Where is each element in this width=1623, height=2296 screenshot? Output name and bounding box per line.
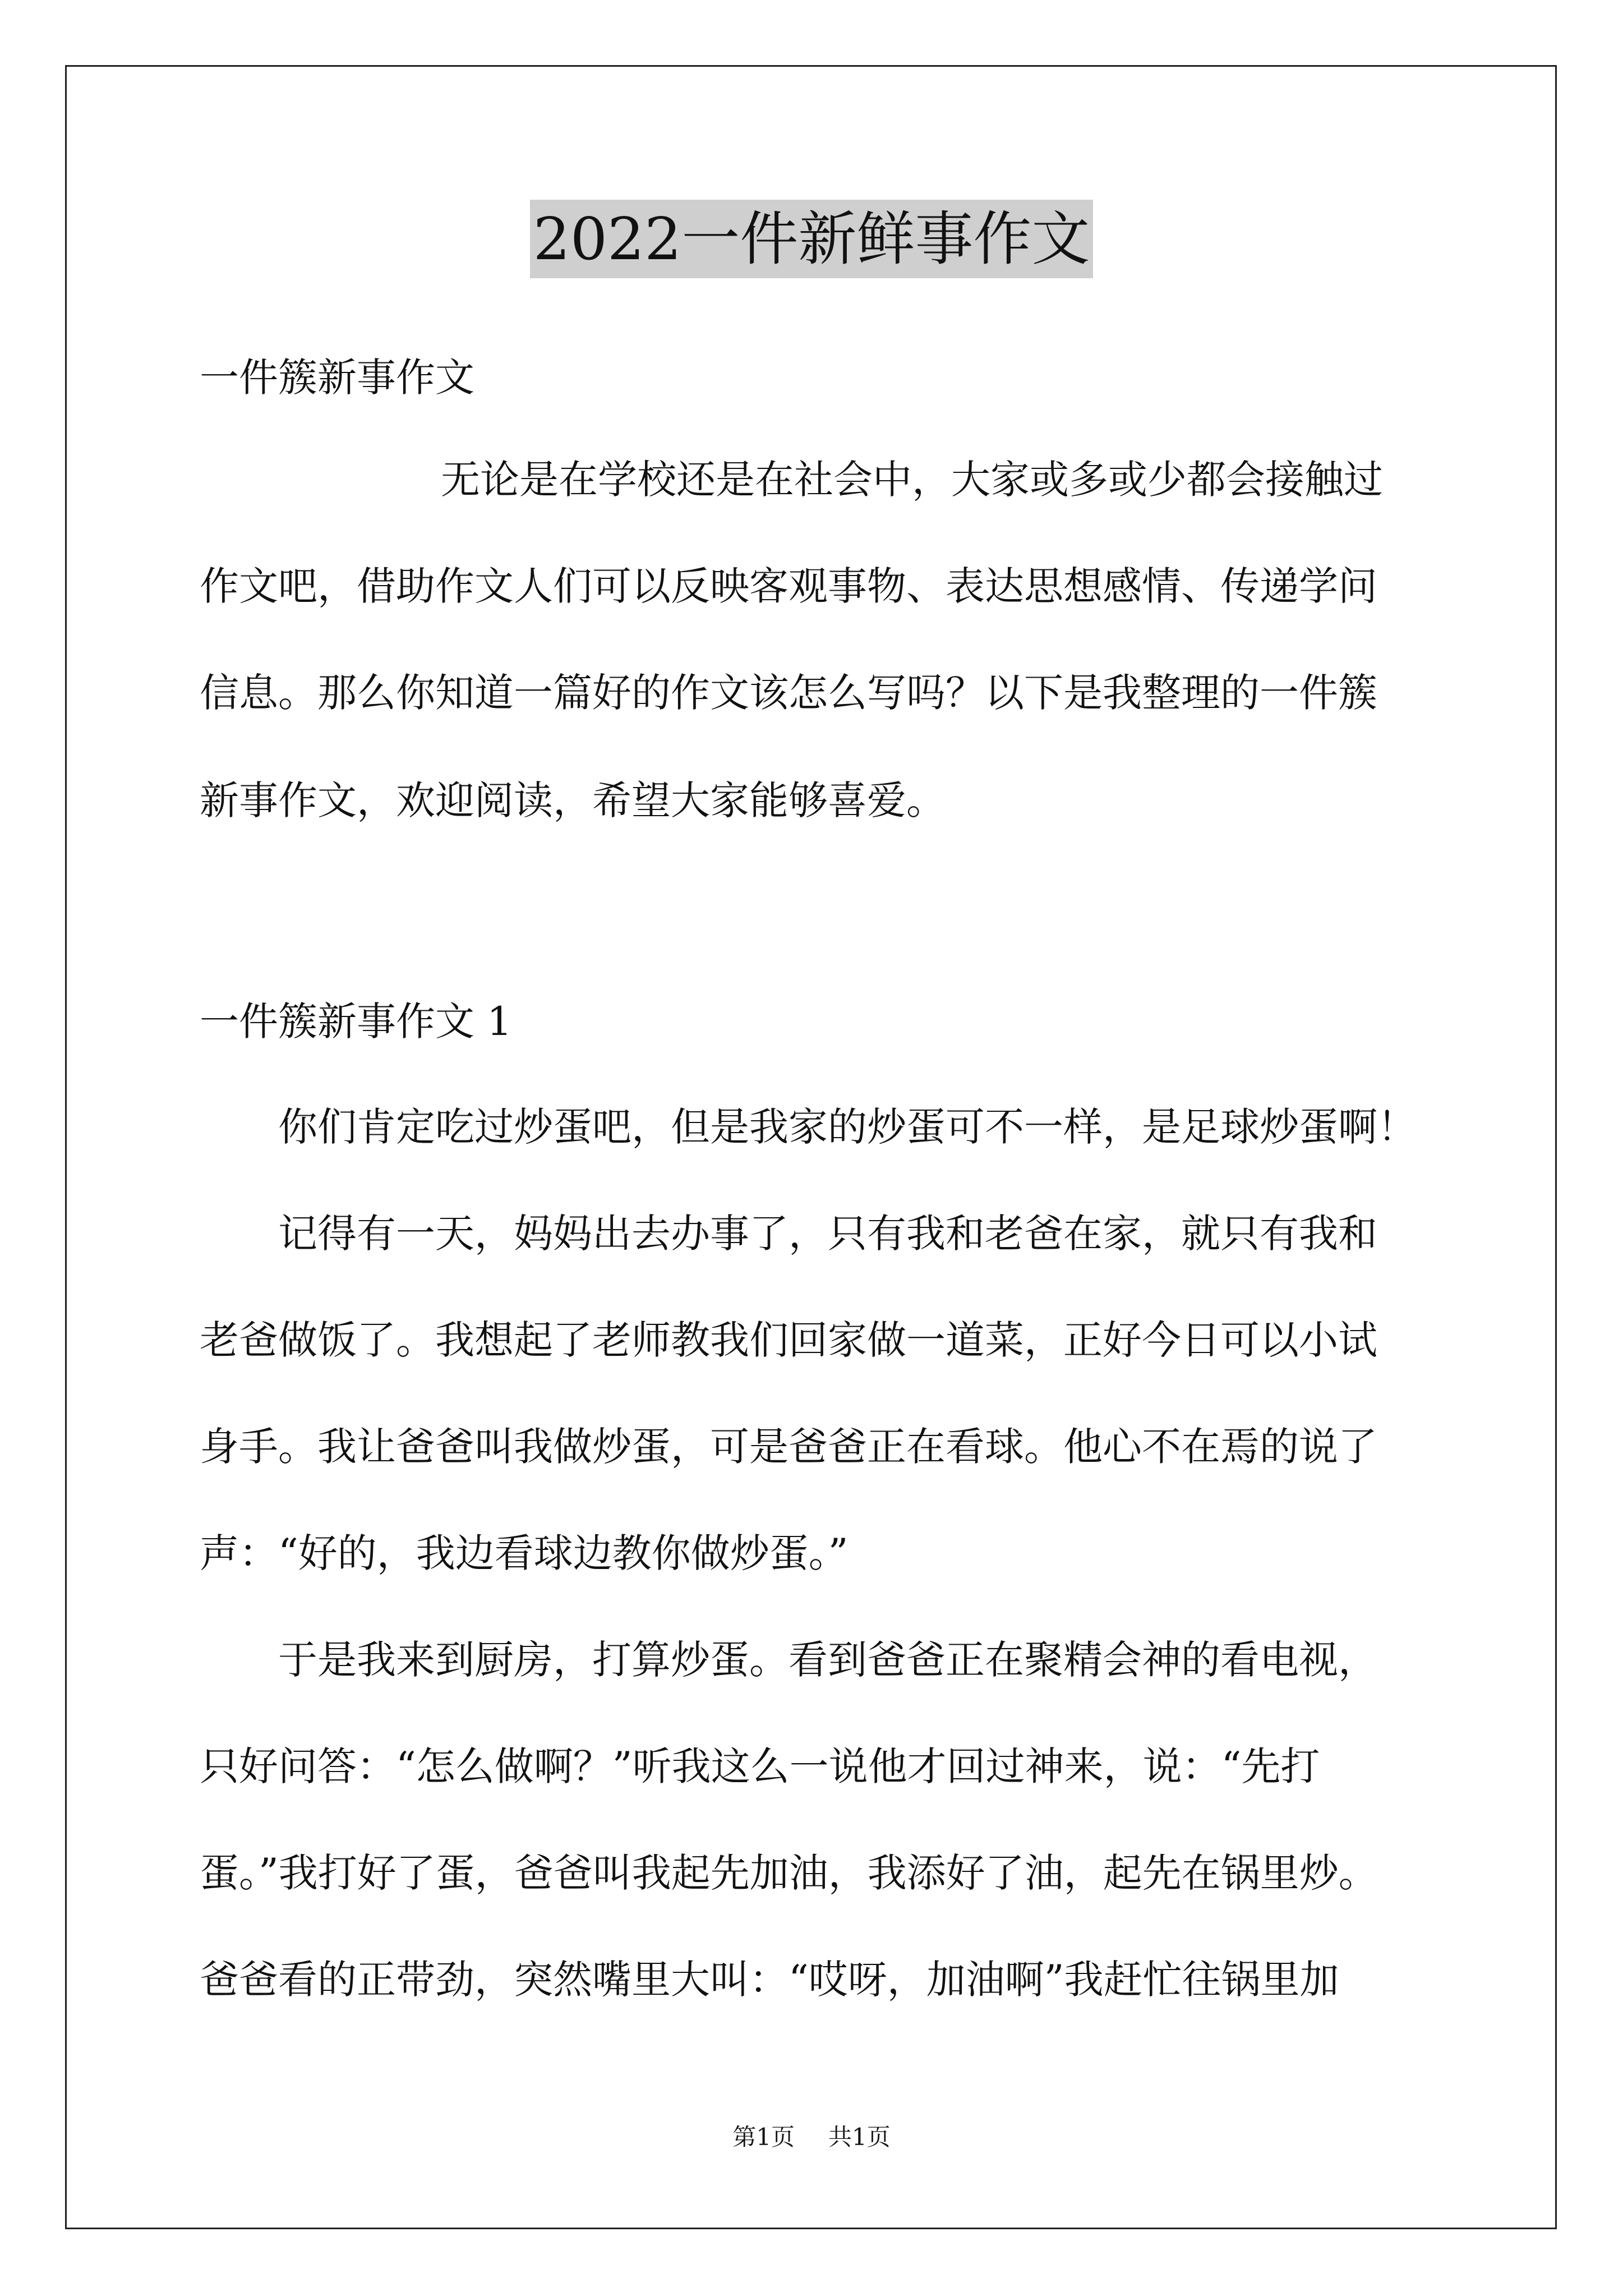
intro-heading: 一件簇新事作文: [200, 355, 474, 401]
paragraph-line: 声：“好的，我边看球边教你做炒蛋。”: [200, 1530, 849, 1576]
paragraph-line: 新事作文，欢迎阅读，希望大家能够喜爱。: [200, 777, 946, 823]
paragraph-line: 蛋。”我打好了蛋，爸爸叫我起先加油，我添好了油，起先在锅里炒。: [200, 1850, 1378, 1896]
paragraph-line: 作文吧，借助作文人们可以反映客观事物、表达思想感情、传递学问: [200, 563, 1377, 609]
paragraph-line: 身手。我让爸爸叫我做炒蛋，可是爸爸正在看球。他心不在焉的说了: [200, 1424, 1377, 1470]
page-number: 第1页: [732, 2123, 795, 2151]
page-footer: [0, 2120, 1623, 2154]
paragraph-line: 信息。那么你知道一篇好的作文该怎么写吗？以下是我整理的一件簇: [200, 670, 1377, 716]
paragraph-line: 记得有一天，妈妈出去办事了，只有我和老爸在家，就只有我和: [278, 1211, 1377, 1257]
paragraph-line: 你们肯定吃过炒蛋吧，但是我家的炒蛋可不一样，是足球炒蛋啊！: [278, 1104, 1417, 1150]
page-total: 共1页: [828, 2123, 891, 2151]
paragraph-line: 无论是在学校还是在社会中，大家或多或少都会接触过: [441, 457, 1383, 503]
paragraph-line: 老爸做饭了。我想起了老师教我们回家做一道菜，正好今日可以小试: [200, 1317, 1377, 1363]
section-heading: 一件簇新事作文 1: [200, 999, 512, 1045]
paragraph-line: 只好问答：“怎么做啊？”听我这么一说他才回过神来，说：“先打: [200, 1743, 1320, 1789]
title-container: [0, 200, 1623, 278]
document-title: 2022一件新鲜事作文: [530, 200, 1094, 278]
paragraph-line: 于是我来到厨房，打算炒蛋。看到爸爸正在聚精会神的看电视，: [278, 1637, 1377, 1683]
paragraph-line: 爸爸看的正带劲，突然嘴里大叫：“哎呀，加油啊”我赶忙往锅里加: [200, 1957, 1339, 2003]
